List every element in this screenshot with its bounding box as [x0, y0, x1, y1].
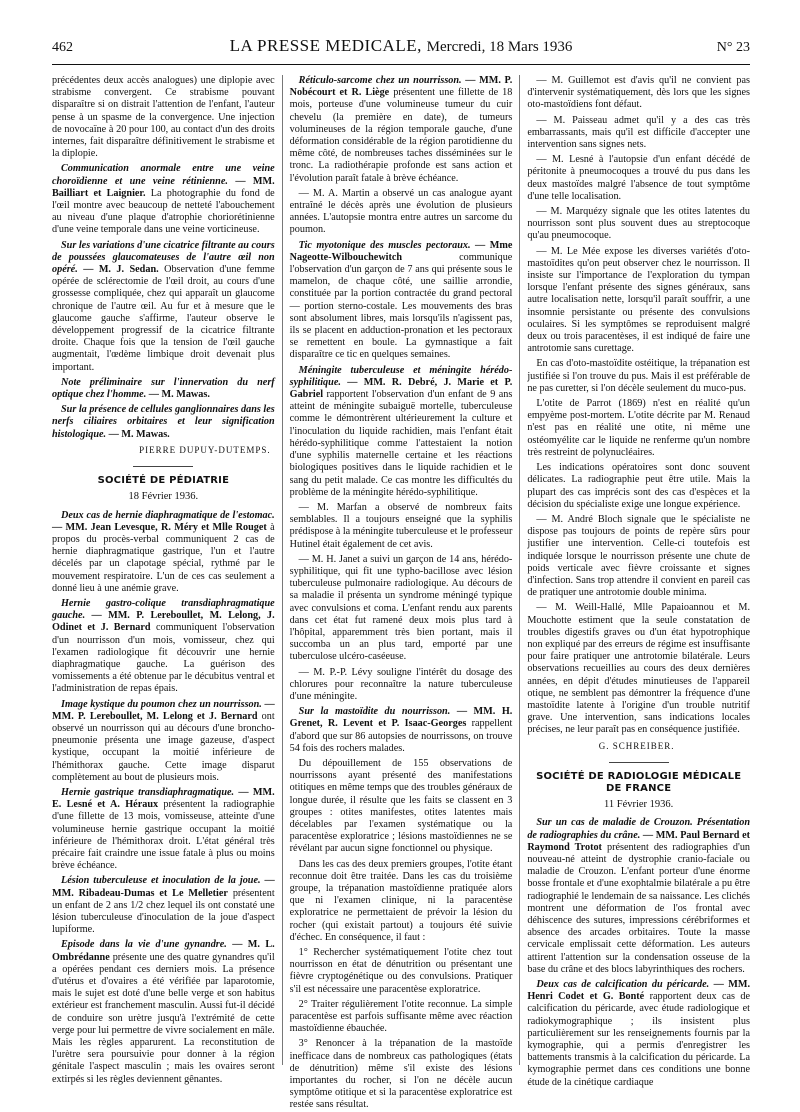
page-header: [52, 36, 750, 65]
divider: [609, 762, 669, 763]
article-text: ont observé un nourrisson qui au décours d'une broncho-pneumonie présenta une image gazeuse, d'aspect kystique, occupant la moitié inférieure de l'hémithorax gauche. Cette image disparut complètement au bout de plusieurs mois.: [52, 710, 275, 783]
article-entry: [527, 817, 750, 976]
article-text: rappellent d'abord que sur 86 autopsies de nourrissons, on trouve 54 fois des rochers malades.: [289, 718, 513, 754]
article-entry: [290, 365, 513, 499]
article-title: Deux cas de hernie diaphragmatique de l'estomac.: [61, 509, 275, 521]
article-authors: — MM. Bailliart et Laignier.: [52, 175, 275, 199]
column-1: [52, 75, 275, 1085]
issue-number: N° 23: [716, 40, 750, 55]
article-entry: [52, 510, 275, 595]
article-title: Episode dans la vie d'une gynandre.: [61, 939, 227, 951]
paragraph: Du dépouillement de 155 observations de nourrissons ayant présenté des manifestations otitiques en même temps que des troubles généraux de longue durée, il résulte que les faits se classent en 3 groupes : otites manifestes, otites latentes mais décelables par l'examen systématique ou la paracentèse exploratrice ; lésions mastoïdiennes ne se révélant par aucun signe fonctionnel ou physique.: [289, 757, 513, 855]
article-entry: [52, 377, 275, 401]
article-authors: — M. L. Ombrédanne: [52, 939, 275, 963]
paragraph: — M. Le Mée expose les diverses variétés d'oto-mastoïdites qu'on peut observer chez le nourrisson. Il insiste sur l'importance de l'exploration du tympan lorsque l'enfant présente des signes généraux, sans autre localisation nette, lorsqu'il paraît souffrir, a une insomnie persistante ou présente des convulsions oculaires. Si les symptômes se reproduisent malgré deux ou trois paracentèses, il est indiqué de faire une antrotomie sans curettage.: [527, 245, 750, 355]
article-title: Hernie gastro-colique transdiaphragmatique gauche.: [52, 597, 275, 622]
article-title: Deux cas de calcification du péricarde.: [536, 979, 710, 991]
paragraph: L'otite de Parrot (1869) n'est en réalité qu'un empyème post-mortem. L'otite décrite par M. Renaud n'est pas en réalité une otite, ni même une ostéomyélite car le liquide ne renferme qu'un nombre très restreint de polynucléaires.: [527, 398, 750, 458]
article-entry: [52, 163, 275, 236]
signature: G. SCHREIBER.: [598, 740, 675, 751]
paragraph: — M. Paisseau admet qu'il y a des cas très embarrassants, mais qu'il est difficile d'accepter une intervention sans signes nets.: [527, 114, 750, 151]
paragraph: En cas d'oto-mastoïdite ostéitique, la trépanation est justifiée si l'on trouve du pus. Mais il est préférable de ne pas curetter, si l'on décèle seulement du muco-pus.: [527, 358, 750, 394]
article-authors: — MM. P. Lereboullet, M. Lelong, J. Odinet et J. Bernard: [52, 610, 275, 634]
paragraph: — M. A. Martin a observé un cas analogue ayant entraîné le décès après une évolution de plusieurs années. L'autopsie montra entre autres un sarcome du poumon.: [289, 187, 513, 236]
article-entry: [52, 598, 275, 696]
section-date: 18 Février 1936.: [128, 491, 199, 503]
article-title: Lésion tuberculeuse et inoculation de la joue.: [61, 875, 261, 887]
article-title: Tic myotonique des muscles pectoraux.: [298, 239, 471, 251]
article-title: Note préliminaire sur l'innervation du nerf optique chez l'homme.: [52, 376, 275, 401]
paragraph: Dans les cas des deux premiers groupes, l'otite étant reconnue doit être traitée. Dans les cas du troisième groupe, la trépanation mastoïdienne pratiquée alors que ni l'examen clinique, ni la paracentèse exploratrice ne permettaient de prévoir la lésion du rocher (qui existait partout) a toujours été suivie d'échec. En conséquence, il faut :: [289, 858, 513, 943]
article-title: Réticulo-sarcome chez un nourrisson.: [298, 75, 462, 86]
paragraph: 3° Renoncer à la trépanation de la mastoïde inefficace dans de nombreux cas pathologiques (états de dénutrition) même s'il existe des lésions importantes du rocher, si l'on ne décèle aucun symptôme otitique et si la paracentèse exploratrice est restée sans résultat.: [289, 1038, 513, 1111]
article-title: Sur un cas de maladie de Crouzon. Présentation de radiographies du crâne.: [527, 817, 750, 841]
article-entry: [52, 240, 275, 374]
article-title: Méningite tuberculeuse et méningite hérédo-syphilitique.: [289, 364, 513, 388]
article-entry: [290, 706, 513, 755]
article-title: Image kystique du poumon chez un nourrisson.: [61, 698, 262, 710]
issue-date: Mercredi, 18 Mars 1936: [426, 39, 573, 55]
article-authors: — MM. P. Lereboullet, M. Lelong et J. Bernard: [52, 698, 275, 722]
columns: [52, 75, 751, 1111]
article-title: Sur les variations d'une cicatrice filtrante au cours de poussées glaucomateuses de l'autre œil non opéré.: [52, 239, 275, 276]
column-3: [527, 75, 751, 1088]
article-entry: [52, 404, 275, 441]
article-entry: [290, 75, 513, 185]
article-authors: — MM. Jean Levesque, R. Méry et Mlle Rouget: [52, 521, 267, 533]
article-authors: — MM. R. Debré, J. Marie et P. Gabriel: [289, 376, 513, 401]
paragraph: précédentes deux accès analogues) une diplopie avec strabisme convergent. Ce strabisme pouvant disparaître si on distrait l'attention de l'enfant, l'auteur pense à un spasme de la convergence. Une injection de novocaïne à 20 pour 100, au contact d'un des droits internes, fait disparaître définitivement le strabisme et la diplopie.: [52, 75, 275, 160]
paragraph: 2° Traiter régulièrement l'otite reconnue. La simple paracentèse est parfois suffisante même avec réaction mastoïdienne ébauchée.: [289, 998, 513, 1035]
article-authors: — M. Mawas.: [148, 389, 210, 401]
article-text: communiquent l'observation d'un nourrisson d'un mois, vomisseur, chez qui l'examen radiologique fit découvrir une hernie diaphragmatique gauche. La guérison des vomissements a été obtenue par le décubitus ventral et l'administration de repas épais.: [52, 622, 275, 695]
article-text: La photographie du fond de l'œil montre avec beaucoup de netteté l'abouchement au niveau d'une plaque d'atrophie choriorétinienne d'une veine temporale dans une veine vorticineuse.: [52, 187, 275, 236]
article-authors: — M. J. Sedan.: [83, 264, 159, 276]
article-text: Observation d'une femme opérée de sclérectomie de l'œil droit, au cours d'une grossesse compliquée, chez qui apparaît un glaucome chronique de l'autre œil. Au fur et à mesure que le glaucome gauche s'affirme, l'auteur observe le développement progressif de la cicatrice filtrante droite. Chaque fois que la tension de l'œil gauche augmentait, l'œdème limbique droit devenait plus important.: [52, 264, 275, 373]
article-authors: — MM. P. Nobécourt et R. Liège: [289, 75, 513, 99]
article-text: présentent la radiographie d'une fillette de 13 mois, vomisseuse, atteinte d'une volumineuse hernie gastrique occupant la moitié inférieure de l'hémithorax droit. L'état général très précaire fait craindre une issue fatale à plus ou moins brève échéance.: [52, 799, 275, 872]
paragraph: 1° Rechercher systématiquement l'otite chez tout nourrisson en état de dénutrition ou présentant une fièvre cryptogénétique ou des convulsions. Pratiquer s'il est nécessaire une paracentèse exploratrice.: [289, 947, 513, 995]
article-authors: — MM. H. Grenet, R. Levent et P. Isaac-Georges: [289, 706, 513, 730]
article-text: rapportent deux cas de calcification du péricarde, avec étude radiologique et radiokymographique ; ils insistent plus particulièrement sur les renseignements fournis par la kymographie, qui a permis d'enregistrer les battements transmis à la calcification du péricarde. La kymographie permet dans ces conditions une bonne étude de la cinétique cardiaque: [527, 991, 751, 1088]
paragraph: Les indications opératoires sont donc souvent délicates. La radiographie peut être utile. Mais la plupart des cas imprécis sont des cas d'espèces et la décision du spécialiste exige une longue expérience.: [527, 462, 750, 510]
article-entry: [290, 240, 513, 362]
section-title: SOCIÉTÉ DE PÉDIATRIE: [97, 475, 230, 487]
article-text: présentent des radiographies d'un nouveau-né atteint de dystrophie cranio-faciale ou maladie de Crouzon. L'enfant porteur d'une énorme bosse frontale et d'une exophtalmie bilatérale a pu être radiographié le lendemain de sa naissance. Les clichés montrent une déformation de l'os frontal avec déhiscence des sutures, impressions cérébriformes et absence des arcades orbitaires. Toute la masse cervicale emplissait cette déformation. Les auteurs attirent l'attention sur la condensation osseuse de la base du crâne et des blocs labyrinthiques des rochers.: [527, 841, 751, 975]
article-text: présentent une fillette de 18 mois, porteuse d'une volumineuse tumeur du cuir chevelu (la première en date), de tumeurs volumineuses de la région temporale gauche, d'une déformation considérable de la région parotidienne du même côté, de nombreuses taches disséminées sur le tronc. La radiothérapie profonde est sans action et l'évolution paraît fatale à brève échéance.: [289, 87, 513, 184]
paragraph: — M. Guillemot est d'avis qu'il ne convient pas d'intervenir systématiquement, dès lors que les signes oto-mastoïdiens font défaut.: [527, 75, 750, 111]
article-title: Sur la mastoïdite du nourrisson.: [298, 706, 451, 718]
article-title: Sur la présence de cellules ganglionnaires dans les nerfs ciliaires orbitaires et leur signification histologique.: [52, 404, 275, 440]
article-text: à propos du procès-verbal communiquent 2 cas de hernie diaphragmatique gastrique, l'un et l'autre décelés par un clapotage spécial, rythmé par le mouvement respiratoire. L'un de ces cas seulement a donné lieu à une anémie grave.: [52, 521, 275, 594]
article-entry: [52, 875, 275, 936]
column-divider: [519, 75, 520, 1065]
paragraph: — M. Marquézy signale que les otites latentes du nourrisson sont plus souvent dues au streptocoque qu'au pneumocoque.: [527, 206, 750, 242]
article-authors: — M. Mawas.: [108, 428, 170, 440]
journal-title: [112, 36, 690, 56]
article-authors: — Mme Nageotte-Wilbouchewitch: [289, 239, 513, 263]
article-authors: — MM. E. Lesné et A. Héraux: [52, 786, 275, 811]
article-authors: — MM. Henri Codet et G. Bonté: [527, 979, 751, 1003]
article-authors: — MM. Ribadeau-Dumas et Le Melletier: [52, 875, 275, 899]
article-text: communique l'observation d'un garçon de 7 ans qui présente sous le mamelon, de chaque côté, une saillie arrondie, constituée par la portion contractée du grand pectoral — portion sterno-costale. Les mouvements des bras sont absolument libres, mais lorsqu'ils n'agissent pas, ils se placent en adduction-pronation et les pectoraux se remettent en boule. La gymnastique a fait disparaître ce tic en quelques semaines.: [289, 251, 513, 361]
signature: PIERRE DUPUY-DUTEMPS.: [139, 444, 271, 455]
article-entry: [52, 787, 275, 872]
article-entry: [527, 979, 750, 1089]
page-number: 462: [52, 40, 73, 55]
article-text: rapportent l'observation d'un enfant de 9 ans atteint de méningite subaiguë mortelle, tuberculeuse comme le démontrèrent ultérieurement la culture et l'inoculation du liquide rachidien, mais l'enfant était hérédo-syphilitique comme l'attestaient la notion d'une syphilis maternelle certaine et les réactions biologiques positives dans le liquide rachidien et le sang du petit malade. Ce cas montre les difficultés du problème de la méningite hérédo-syphilitique.: [289, 389, 513, 498]
paragraph: — M. Marfan a observé de nombreux faits semblables. Il a toujours enseigné que la syphilis prédispose à la méningite tuberculeuse et le professeur Hutinel était également de cet avis.: [289, 501, 513, 550]
section-date: 11 Février 1936.: [604, 799, 674, 811]
article-title: Hernie gastrique transdiaphragmatique.: [61, 786, 235, 798]
paragraph: — M. André Bloch signale que le spécialiste ne dispose pas toujours de points de repère sûrs pour justifier une intervention. Celle-ci toutefois est indiquée lorsque le nourrisson présente une chute de poids verticale avec fièvre croissante et signes d'infection. Sans trop attendre il convient en pareil cas de pratiquer une antrotomie double minima.: [527, 513, 750, 599]
section-title: SOCIÉTÉ DE RADIOLOGIE MÉDICALE DE FRANCE: [536, 770, 742, 794]
divider: [133, 466, 193, 467]
paragraph: — M. P.-P. Lévy souligne l'intérêt du dosage des chlorures pour reconnaître la nature tuberculeuse d'une méningite.: [289, 666, 513, 702]
column-divider: [282, 75, 283, 1065]
article-entry: [52, 939, 275, 1085]
article-text: présente une des quatre gynandres qu'il a opérées pendant ces derniers mois. La présence d'utérus et d'ovaires a été vérifiée par laparotomie, mais le sujet est doté d'une belle verge et son habitus extérieur est franchement masculin. Aussi fut-il décidé de conduire son urètre jusqu'à l'extrémité de cette verge pour lui permettre de vivre socialement en mâle. Mais les règles apparurent. La reconstitution de l'urètre sera poursuivie pour donner à la région génitale l'aspect masculin ; mais les ovaires seront extirpés si les règles deviennent gênantes.: [52, 951, 275, 1085]
paragraph: — M. Lesné à l'autopsie d'un enfant décédé de péritonite à pneumocoques a trouvé du pus dans les deux mastoïdes malgré l'absence de tout symptôme d'une telle localisation.: [527, 154, 750, 202]
article-text: présentent un enfant de 2 ans 1/2 chez lequel ils ont constaté une lésion tuberculeuse d'inoculation de la joue d'aspect lupiforme.: [52, 887, 275, 936]
journal-name: LA PRESSE MEDICALE,: [229, 36, 422, 55]
paragraph: — M. H. Janet a suivi un garçon de 14 ans, hérédo-syphilitique, qui fit une typho-bacillose avec lésion tuberculeuse pulmonaire radiologique. Au décours de sa maladie il présenta un syndrome méningé typique avec convulsions et coma. L'enfant rendu aux parents dans cet état fut ramené deux mois plus tard à l'hôpital, apparemment très bien portant, mais il succomba un an plus tard, emporté par une tuberculose ulcéro-caséeuse.: [289, 553, 513, 663]
article-entry: [52, 699, 275, 784]
article-title: Communication anormale entre une veine choroïdienne et une veine rétinienne.: [52, 163, 275, 187]
paragraph: — M. Weill-Hallé, Mlle Papaioannou et M. Mouchotte estiment que la seule constatation de troubles digestifs graves ou d'un état hypotrophique non expliqué par des erreurs de régime est insuffisante pour faire pratiquer une antrotomie bilatérale. Leurs observations recueillies au cours des deux dernières années, en dépit d'études minutieuses de l'appareil otique, ne semblent pas démontrer la fréquence d'une mastoïdite latente à l'origine d'un trouble nutritif grave. Une intervention, sans indications locales précises, ne leur paraît pas en conséquence justifiée.: [527, 602, 750, 736]
article-authors: — MM. Paul Bernard et Raymond Trotot: [527, 829, 751, 853]
column-2: [289, 75, 513, 1111]
